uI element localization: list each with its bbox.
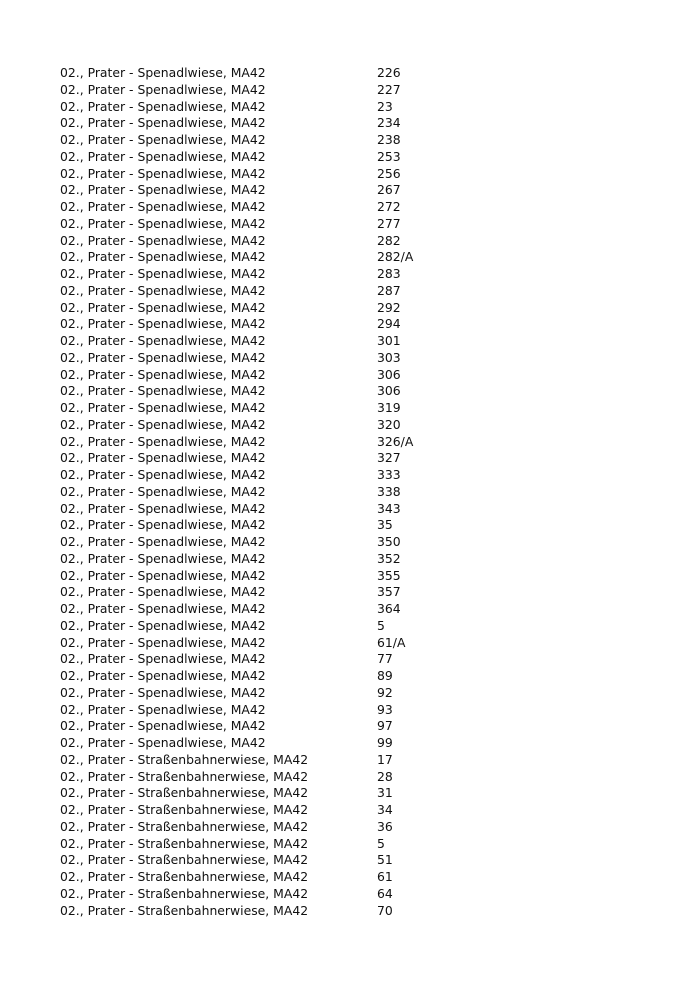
table-row [60,819,660,836]
number-cell: 343 [377,500,401,516]
location-cell: 02., Prater - Spenadlwiese, MA42 [60,333,266,348]
location-cell: 02., Prater - Spenadlwiese, MA42 [60,584,266,600]
location-cell: 02., Prater - Spenadlwiese, MA42 [60,450,266,466]
table-row [60,283,660,300]
table-row [60,216,660,233]
table-row [60,886,660,903]
number-cell: 256 [377,165,401,181]
location-table [60,65,660,919]
number-cell: 320 [377,416,401,432]
location-cell: 02., Prater - Spenadlwiese, MA42 [60,400,266,415]
table-row [60,467,660,484]
table-row [60,517,660,534]
location-cell: 02., Prater - Straßenbahnerwiese, MA42 [60,869,309,884]
location-cell: 02., Prater - Spenadlwiese, MA42 [60,115,266,131]
number-cell: 89 [377,668,393,683]
number-cell: 282/A [377,249,414,265]
location-cell: 02., Prater - Straßenbahnerwiese, MA42 [60,751,309,767]
table-row [60,618,660,635]
table-row [60,635,660,652]
location-cell: 02., Prater - Spenadlwiese, MA42 [60,383,266,399]
number-cell: 17 [377,751,393,767]
table-row [60,65,660,82]
number-cell: 338 [377,483,401,499]
number-cell: 227 [377,81,401,97]
number-cell: 272 [377,199,401,214]
number-cell: 51 [377,852,393,868]
number-cell: 234 [377,115,401,131]
number-cell: 326/A [377,433,414,449]
number-cell: 5 [377,617,385,633]
number-cell: 36 [377,818,393,834]
location-cell: 02., Prater - Straßenbahnerwiese, MA42 [60,902,309,918]
number-cell: 61 [377,869,393,884]
number-cell: 97 [377,718,393,734]
table-row [60,199,660,216]
number-cell: 333 [377,467,401,482]
number-cell: 282 [377,232,401,248]
number-cell: 303 [377,349,401,365]
location-cell: 02., Prater - Spenadlwiese, MA42 [60,534,266,549]
location-cell: 02., Prater - Spenadlwiese, MA42 [60,366,266,382]
location-cell: 02., Prater - Spenadlwiese, MA42 [60,601,266,616]
location-cell: 02., Prater - Spenadlwiese, MA42 [60,567,266,583]
location-cell: 02., Prater - Spenadlwiese, MA42 [60,349,266,365]
location-cell: 02., Prater - Spenadlwiese, MA42 [60,81,266,97]
table-row [60,132,660,149]
table-row [60,601,660,618]
location-cell: 02., Prater - Spenadlwiese, MA42 [60,718,266,734]
table-row [60,99,660,116]
table-row [60,233,660,250]
table-row [60,903,660,920]
location-cell: 02., Prater - Spenadlwiese, MA42 [60,165,266,181]
table-row [60,651,660,668]
table-row [60,836,660,853]
table-row [60,534,660,551]
number-cell: 294 [377,316,401,332]
table-row [60,852,660,869]
table-row [60,367,660,384]
location-cell: 02., Prater - Spenadlwiese, MA42 [60,735,266,750]
location-cell: 02., Prater - Spenadlwiese, MA42 [60,316,266,332]
number-cell: 77 [377,651,393,667]
number-cell: 357 [377,584,401,600]
location-cell: 02., Prater - Spenadlwiese, MA42 [60,433,266,449]
number-cell: 306 [377,366,401,382]
number-cell: 34 [377,802,393,817]
table-row [60,702,660,719]
table-row [60,417,660,434]
location-cell: 02., Prater - Spenadlwiese, MA42 [60,634,266,650]
table-row [60,166,660,183]
number-cell: 364 [377,601,401,616]
number-cell: 64 [377,885,393,901]
number-cell: 352 [377,550,401,566]
table-row [60,484,660,501]
location-cell: 02., Prater - Spenadlwiese, MA42 [60,132,266,147]
location-cell: 02., Prater - Spenadlwiese, MA42 [60,684,266,700]
location-cell: 02., Prater - Spenadlwiese, MA42 [60,65,266,80]
table-row [60,735,660,752]
location-cell: 02., Prater - Spenadlwiese, MA42 [60,483,266,499]
number-cell: 99 [377,735,393,750]
table-row [60,383,660,400]
number-cell: 292 [377,299,401,315]
table-row [60,869,660,886]
table-row [60,718,660,735]
number-cell: 93 [377,701,393,717]
number-cell: 301 [377,333,401,348]
table-row [60,266,660,283]
table-row [60,685,660,702]
number-cell: 23 [377,98,393,114]
table-row [60,350,660,367]
location-cell: 02., Prater - Spenadlwiese, MA42 [60,282,266,298]
number-cell: 5 [377,835,385,851]
number-cell: 327 [377,450,401,466]
location-cell: 02., Prater - Spenadlwiese, MA42 [60,232,266,248]
number-cell: 287 [377,282,401,298]
location-cell: 02., Prater - Spenadlwiese, MA42 [60,266,266,281]
table-row [60,668,660,685]
number-cell: 283 [377,266,401,281]
location-cell: 02., Prater - Straßenbahnerwiese, MA42 [60,802,309,817]
location-cell: 02., Prater - Spenadlwiese, MA42 [60,416,266,432]
number-cell: 28 [377,768,393,784]
table-row [60,249,660,266]
number-cell: 226 [377,65,401,80]
location-cell: 02., Prater - Spenadlwiese, MA42 [60,467,266,482]
location-cell: 02., Prater - Spenadlwiese, MA42 [60,668,266,683]
number-cell: 70 [377,902,393,918]
number-cell: 92 [377,684,393,700]
location-cell: 02., Prater - Straßenbahnerwiese, MA42 [60,818,309,834]
number-cell: 31 [377,785,393,801]
number-cell: 350 [377,534,401,549]
location-cell: 02., Prater - Straßenbahnerwiese, MA42 [60,852,309,868]
table-row [60,82,660,99]
table-row [60,584,660,601]
table-row [60,551,660,568]
number-cell: 35 [377,517,393,533]
table-row [60,300,660,317]
table-row [60,450,660,467]
number-cell: 277 [377,215,401,231]
number-cell: 61/A [377,634,406,650]
number-cell: 306 [377,383,401,399]
location-cell: 02., Prater - Spenadlwiese, MA42 [60,148,266,164]
location-cell: 02., Prater - Spenadlwiese, MA42 [60,550,266,566]
location-cell: 02., Prater - Straßenbahnerwiese, MA42 [60,835,309,851]
location-cell: 02., Prater - Straßenbahnerwiese, MA42 [60,768,309,784]
table-row [60,316,660,333]
table-row [60,501,660,518]
table-row [60,400,660,417]
location-cell: 02., Prater - Spenadlwiese, MA42 [60,500,266,516]
location-cell: 02., Prater - Spenadlwiese, MA42 [60,517,266,533]
location-cell: 02., Prater - Straßenbahnerwiese, MA42 [60,885,309,901]
table-row [60,802,660,819]
table-row [60,769,660,786]
location-cell: 02., Prater - Spenadlwiese, MA42 [60,299,266,315]
location-cell: 02., Prater - Straßenbahnerwiese, MA42 [60,785,309,801]
number-cell: 238 [377,132,401,147]
table-row [60,752,660,769]
table-row [60,785,660,802]
location-cell: 02., Prater - Spenadlwiese, MA42 [60,249,266,265]
location-cell: 02., Prater - Spenadlwiese, MA42 [60,215,266,231]
table-row [60,568,660,585]
table-row [60,115,660,132]
number-cell: 355 [377,567,401,583]
location-cell: 02., Prater - Spenadlwiese, MA42 [60,182,266,198]
number-cell: 253 [377,148,401,164]
number-cell: 267 [377,182,401,198]
number-cell: 319 [377,400,401,415]
location-cell: 02., Prater - Spenadlwiese, MA42 [60,199,266,214]
table-row [60,333,660,350]
location-cell: 02., Prater - Spenadlwiese, MA42 [60,98,266,114]
location-cell: 02., Prater - Spenadlwiese, MA42 [60,651,266,667]
table-row [60,182,660,199]
location-cell: 02., Prater - Spenadlwiese, MA42 [60,701,266,717]
table-row [60,434,660,451]
table-row [60,149,660,166]
location-cell: 02., Prater - Spenadlwiese, MA42 [60,617,266,633]
